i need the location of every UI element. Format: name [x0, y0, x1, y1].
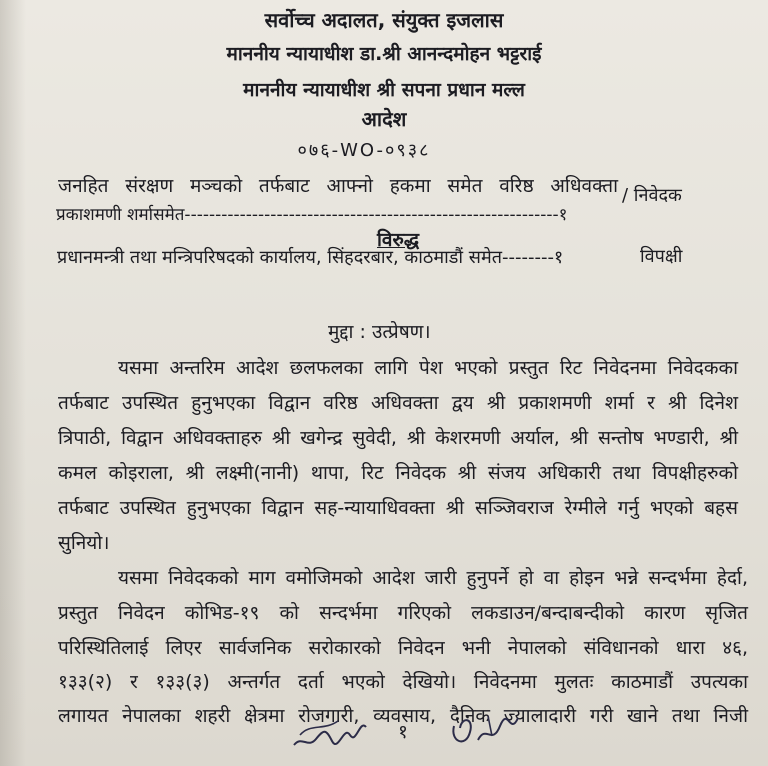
- petitioner-role: / निवेदक: [622, 185, 682, 206]
- document-type: आदेश: [361, 107, 407, 131]
- petitioner-line-2: प्रकाशमणी शर्मासमेत-------------------------------------------------------------१: [56, 205, 568, 225]
- body-line: परिस्थितिलाई लिएर सार्वजनिक सरोकारको निवेदन भनी नेपालको संविधानको धारा ४६,: [58, 637, 748, 659]
- justice-2: माननीय न्यायाधीश श्री सपना प्रधान मल्ल: [243, 79, 525, 101]
- case-number: ०७६-WO-०९३८: [297, 140, 431, 161]
- signature-right: [448, 706, 528, 756]
- body-line: यसमा निवेदकको माग वमोजिमको आदेश जारी हुनुपर्ने हो वा होइन भन्ने सन्दर्भमा हेर्दा,: [118, 567, 748, 589]
- body-line: त्रिपाठी, विद्वान अधिवक्ताहरु श्री खगेन्द्र सुवेदी, श्री केशरमणी अर्याल, श्री सन्तोष भण्डारी, श्री: [58, 427, 738, 449]
- body-line: लगायत नेपालका शहरी क्षेत्रमा रोजगारी, व्यवसाय, दैनिक ज्यालादारी गरी खाने तथा निजी: [58, 705, 748, 727]
- case-subject: मुद्दा : उत्प्रेषण।: [328, 321, 431, 343]
- body-line: सुनियो।: [58, 532, 110, 554]
- respondent-line: प्रधानमन्त्री तथा मन्त्रिपरिषदको कार्यालय, सिंहदरबार, काठमाडौं समेत--------१: [57, 247, 564, 268]
- court-title: सर्वोच्च अदालत, संयुक्त इजलास: [264, 8, 504, 32]
- signature-left: [290, 705, 370, 755]
- body-line: प्रस्तुत निवेदन कोभिड-१९ को सन्दर्भमा गरिएको लकडाउन/बन्दाबन्दीको कारण सृजित: [58, 602, 748, 624]
- versus-label: विरुद्ध: [377, 229, 420, 251]
- justice-1: माननीय न्यायाधीश डा.श्री आनन्दमोहन भट्टराई: [226, 43, 542, 65]
- body-line: तर्फबाट उपस्थित हुनुभएका विद्वान वरिष्ठ अधिवक्ता द्वय श्री प्रकाशमणी शर्मा र श्री दिनेश: [58, 392, 738, 414]
- body-line: तर्फबाट उपस्थित हुनुभएका विद्वान सह-न्यायाधिवक्ता श्री सञ्जिवराज रेग्मीले गर्नु भएको बहस: [58, 497, 738, 519]
- body-line: यसमा अन्तरिम आदेश छलफलका लागि पेश भएको प्रस्तुत रिट निवेदनमा निवेदकका: [118, 357, 738, 379]
- body-line: कमल कोइराला, श्री लक्ष्मी(नानी) थापा, रिट निवेदक श्री संजय अधिकारी तथा विपक्षीहरुको: [58, 462, 738, 484]
- body-line: १३३(२) र १३३(३) अन्तर्गत दर्ता भएको देखियो। निवेदनमा मुलतः काठमाडौं उपत्यका: [58, 671, 748, 693]
- page-number: १: [398, 721, 408, 743]
- petitioner-line-1: जनहित संरक्षण मञ्चको तर्फबाट आफ्नो हकमा समेत वरिष्ठ अधिवक्ता: [58, 175, 618, 197]
- respondent-role: विपक्षी: [640, 246, 683, 267]
